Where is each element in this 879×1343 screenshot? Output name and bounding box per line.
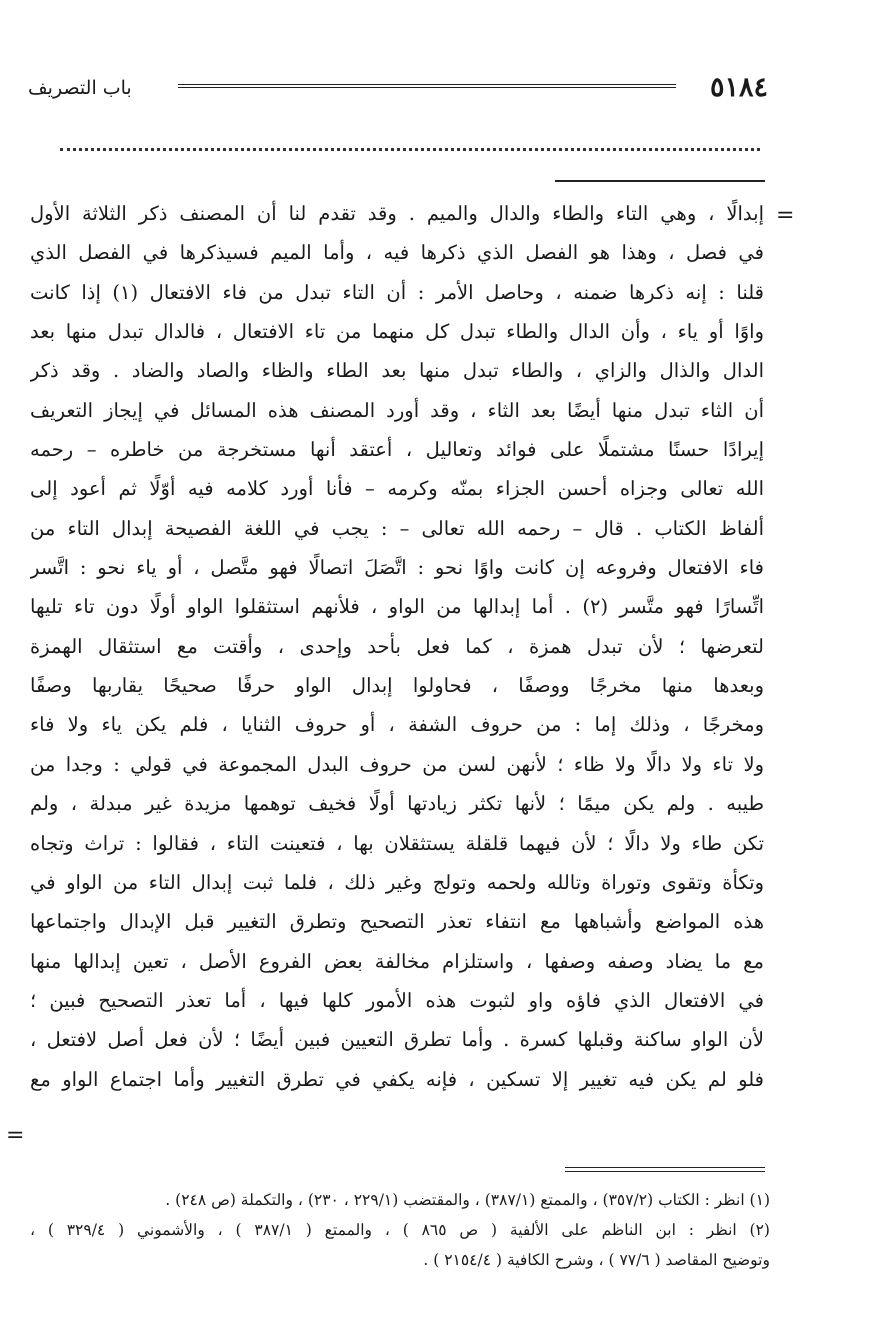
footnote-1: (١) انظر : الكتاب (٣٥٧/٢) ، والممتع (٣٨٧/١) ، والمقتضب (٢٢٩/١ ، ٢٣٠) ، والتكملة (ص ٢٤٨) . xyxy=(165,1191,770,1209)
chapter-title: باب التصريف xyxy=(28,77,132,99)
text-separator-rule xyxy=(555,180,765,182)
body-line: الله تعالى وجزاه أحسن الجزاء بمنّه وكرمه – فأنا أورد كلامه فيه أوّلًا ثم أعود إلى xyxy=(30,477,764,501)
body-line: تكن طاء ولا دالًا ؛ لأن فيهما قلقلة يستثقلان بها ، فتعينت التاء ، فقالوا : تراث وتجاه xyxy=(30,831,764,855)
body-line: لأن الواو ساكنة وقبلها كسرة . وأما تطرق التعيين فبين أيضًا ؛ لأن فعل أصل لافتعل ، xyxy=(30,1028,764,1052)
body-line: إيرادًا حسنًا مشتملًا على فوائد وتعاليل ، أعتقد أنها مستخرجة من خاطره – رحمه xyxy=(30,438,764,462)
body-line: اتِّسارًا فهو متَّسر (٢) . أما إبدالها من الواو ، فلأنهم استثقلوا الواو أولًا دون تاء تليها xyxy=(30,595,764,619)
body-line: مع ما يضاد وصفه وصفها ، واستلزام مخالفة بعض الفروع الأصل ، تعين إبدالها منها xyxy=(30,949,764,973)
body-line: ألفاظ الكتاب . قال – رحمه الله تعالى – : يجب في اللغة الفصيحة إبدال التاء من xyxy=(30,516,764,540)
header-rule xyxy=(178,84,676,88)
dotted-separator xyxy=(60,148,760,155)
footnotes xyxy=(30,1185,770,1275)
footnote-2-continued: وتوضيح المقاصد ( ٧٧/٦ ) ، وشرح الكافية ( ٢١٥٤/٤ ) . xyxy=(423,1251,770,1269)
body-line: ومخرجًا ، وذلك إما : من حروف الشفة ، أو حروف الثنايا ، فلم يكن ياء ولا فاء xyxy=(30,713,764,737)
body-line: وبعدها منها مخرجًا ووصفًا ، فحاولوا إبدال الواو حرفًا صحيحًا يقاربها وصفًا xyxy=(30,674,764,698)
body-line: لتعرضها ؛ لأن تبدل همزة ، كما فعل بأحد وإحدى ، وأقتت مع استثقال الهمزة xyxy=(30,634,764,658)
body-line: فلو لم يكن فيه تغيير إلا تسكين ، فإنه يكفي في تطرق التغيير وأما اجتماع الواو مع xyxy=(30,1067,764,1091)
body-line: فاء الافتعال وفروعه إن كانت واوًا نحو : اتَّصَلَ اتصالًا فهو متَّصل ، أو ياء نحو : اتَّسر xyxy=(30,556,764,580)
body-line: الدال والذال والزاي ، والطاء تبدل منها بعد الطاء والظاء والصاد والضاد . وقد ذكر xyxy=(30,359,764,383)
page-header xyxy=(28,70,768,106)
page-number: ٥١٨٤ xyxy=(709,72,768,103)
body-line: قلنا : إنه ذكرها ضمنه ، وحاصل الأمر : أن التاء تبدل من فاء الافتعال (١) إذا كانت xyxy=(30,280,764,304)
body-line: وتكأة وتقوى وتوراة وتالله ولحمه وتولج وغير ذلك ، فلما ثبت إبدال التاء من الواو في xyxy=(30,870,764,894)
continuation-mark-start: = xyxy=(776,203,795,228)
body-line: هذه المواضع وأشباهها مع انتفاء تعذر التصحيح وتطرق التغيير قبل الإبدال واجتماعها xyxy=(30,910,764,934)
footnote-2: (٢) انظر : ابن الناظم على الألفية ( ص ٨٦٥ ) ، والممتع ( ٣٨٧/١ ) ، والأشموني ( ٣٢٩/٤ ) ، xyxy=(30,1221,770,1239)
body-line: واوًا أو ياء ، وأن الدال والطاء تبدل كل منهما من تاء الافتعال ، فالدال تبدل منها بعد xyxy=(30,320,764,344)
continuation-mark-end: = xyxy=(6,1123,25,1148)
body-line: أن الثاء تبدل منها أيضًا بعد الثاء ، وقد أورد المصنف هذه المسائل في إيجاز التعريف xyxy=(30,398,764,422)
body-line: إبدالًا ، وهي التاء والطاء والدال والميم . وقد تقدم لنا أن المصنف ذكر الثلاثة الأول xyxy=(30,202,764,225)
body-line: في فصل ، وهذا هو الفصل الذي ذكرها فيه ، وأما الميم فسيذكرها في الفصل الذي xyxy=(30,241,764,265)
body-line: ولا تاء ولا دالًا ولا ظاء ؛ لأنهن لسن من حروف البدل المجموعة في قولي : وجدا من xyxy=(30,752,764,776)
body-line: طيبه . ولم يكن ميمًا ؛ لأنها تكثر زيادتها أولًا فخيف توهمها مزيدة غير مبدلة ، ولم xyxy=(30,792,764,816)
footnote-rule xyxy=(565,1167,765,1172)
body-line: في الافتعال الذي فاؤه واو لثبوت هذه الأمور كلها فيها ، أما تعذر التصحيح فبين ؛ xyxy=(30,988,764,1012)
body-text xyxy=(30,194,764,1099)
